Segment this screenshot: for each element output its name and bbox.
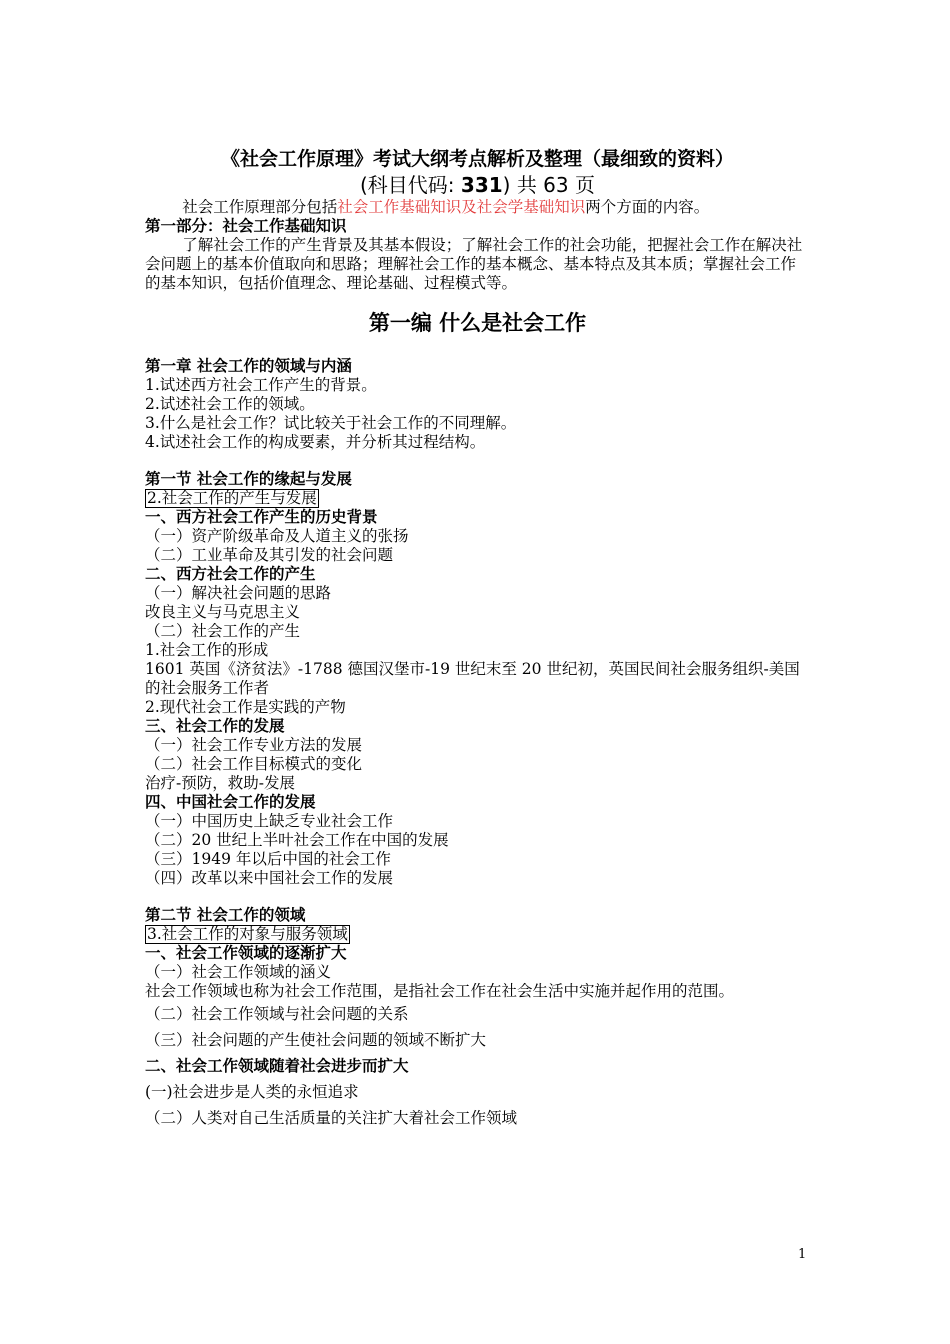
intro-pre: 社会工作原理部分包括 [182, 198, 338, 216]
section2-line: （一）社会工作领域的涵义 [145, 963, 332, 981]
section1-line: （一）资产阶级革命及人道主义的张扬 [145, 527, 409, 545]
intro-post: 两个方面的内容。 [585, 198, 710, 216]
section1-line: （一）解决社会问题的思路 [145, 584, 332, 602]
section2-line: （二）社会工作领域与社会问题的关系 [145, 1005, 409, 1023]
section1-subheading-1: 一、西方社会工作产生的历史背景 [145, 508, 378, 526]
part1-heading: 第一部分：社会工作基础知识 [145, 217, 347, 235]
chapter1-question-2: 2.试述社会工作的领域。 [145, 395, 315, 413]
section1-heading: 第一节 社会工作的缘起与发展 [145, 470, 352, 488]
section1-subheading-4: 四、中国社会工作的发展 [145, 793, 316, 811]
section1-line: （二）工业革命及其引发的社会问题 [145, 546, 394, 564]
intro-paragraph [145, 198, 810, 217]
section1-line: （二）社会工作的产生 [145, 622, 301, 640]
spacer [145, 452, 810, 470]
section1-line: （四）改革以来中国社会工作的发展 [145, 869, 394, 887]
section1-subheading-2: 二、西方社会工作的产生 [145, 565, 316, 583]
section1-line: （二）社会工作目标模式的变化 [145, 755, 363, 773]
page-number: 1 [798, 1247, 807, 1262]
section1-line: （三）1949 年以后中国的社会工作 [145, 850, 391, 868]
section1-line: （二）20 世纪上半叶社会工作在中国的发展 [145, 831, 449, 849]
section2-line: （三）社会问题的产生使社会问题的领域不断扩大 [145, 1031, 487, 1049]
section1-line: 1601 英国《济贫法》-1788 德国汉堡市-19 世纪末至 20 世纪初，英国民间社会服务组织-美国的社会服务工作者 [145, 660, 800, 697]
spacer [145, 888, 810, 906]
section1-line: 2.现代社会工作是实践的产物 [145, 698, 346, 716]
document-body [145, 146, 810, 1131]
section1-boxed-topic: 2.社会工作的产生与发展 [147, 489, 317, 507]
section1-line: （一）社会工作专业方法的发展 [145, 736, 363, 754]
subject-code: 331 [460, 173, 503, 197]
section1-subheading-3: 三、社会工作的发展 [145, 717, 285, 735]
page-count: ) 共 63 页 [502, 173, 595, 197]
part-title: 第一编 什么是社会工作 [368, 311, 587, 335]
chapter1-question-1: 1.试述西方社会工作产生的背景。 [145, 376, 377, 394]
chapter1-heading: 第一章 社会工作的领域与内涵 [145, 357, 352, 375]
section1-line: 1.社会工作的形成 [145, 641, 269, 659]
document-title: 《社会工作原理》考试大纲考点解析及整理（最细致的资料） [220, 148, 734, 170]
section1-line: 改良主义与马克思主义 [145, 603, 301, 621]
part1-description: 了解社会工作的产生背景及其基本假设；了解社会工作的社会功能，把握社会工作在解决社会问题上的基本价值取向和思路；理解社会工作的基本概念、基本特点及其本质；掌握社会工作的基本知识，包括价值理念、理论基础、过程模式等。 [145, 236, 803, 292]
section2-line: 社会工作领域也称为社会工作范围，是指社会工作在社会生活中实施并起作用的范围。 [145, 982, 735, 1000]
chapter1-question-3: 3.什么是社会工作？试比较关于社会工作的不同理解。 [145, 414, 517, 432]
subject-code-prefix: (科目代码: [360, 173, 461, 197]
section1-line: （一）中国历史上缺乏专业社会工作 [145, 812, 394, 830]
section2-line: (一)社会进步是人类的永恒追求 [145, 1083, 359, 1101]
section2-line: （二）人类对自己生活质量的关注扩大着社会工作领域 [145, 1109, 518, 1127]
section2-subheading-2: 二、社会工作领域随着社会进步而扩大 [145, 1057, 409, 1075]
section2-heading: 第二节 社会工作的领域 [145, 906, 306, 924]
section1-line: 治疗-预防，救助-发展 [145, 774, 295, 792]
intro-highlight: 社会工作基础知识及社会学基础知识 [337, 198, 586, 216]
document-subtitle [145, 172, 810, 198]
section2-boxed-topic: 3.社会工作的对象与服务领域 [147, 925, 348, 943]
section2-subheading-1: 一、社会工作领域的逐渐扩大 [145, 944, 347, 962]
chapter1-question-4: 4.试述社会工作的构成要素，并分析其过程结构。 [145, 433, 486, 451]
